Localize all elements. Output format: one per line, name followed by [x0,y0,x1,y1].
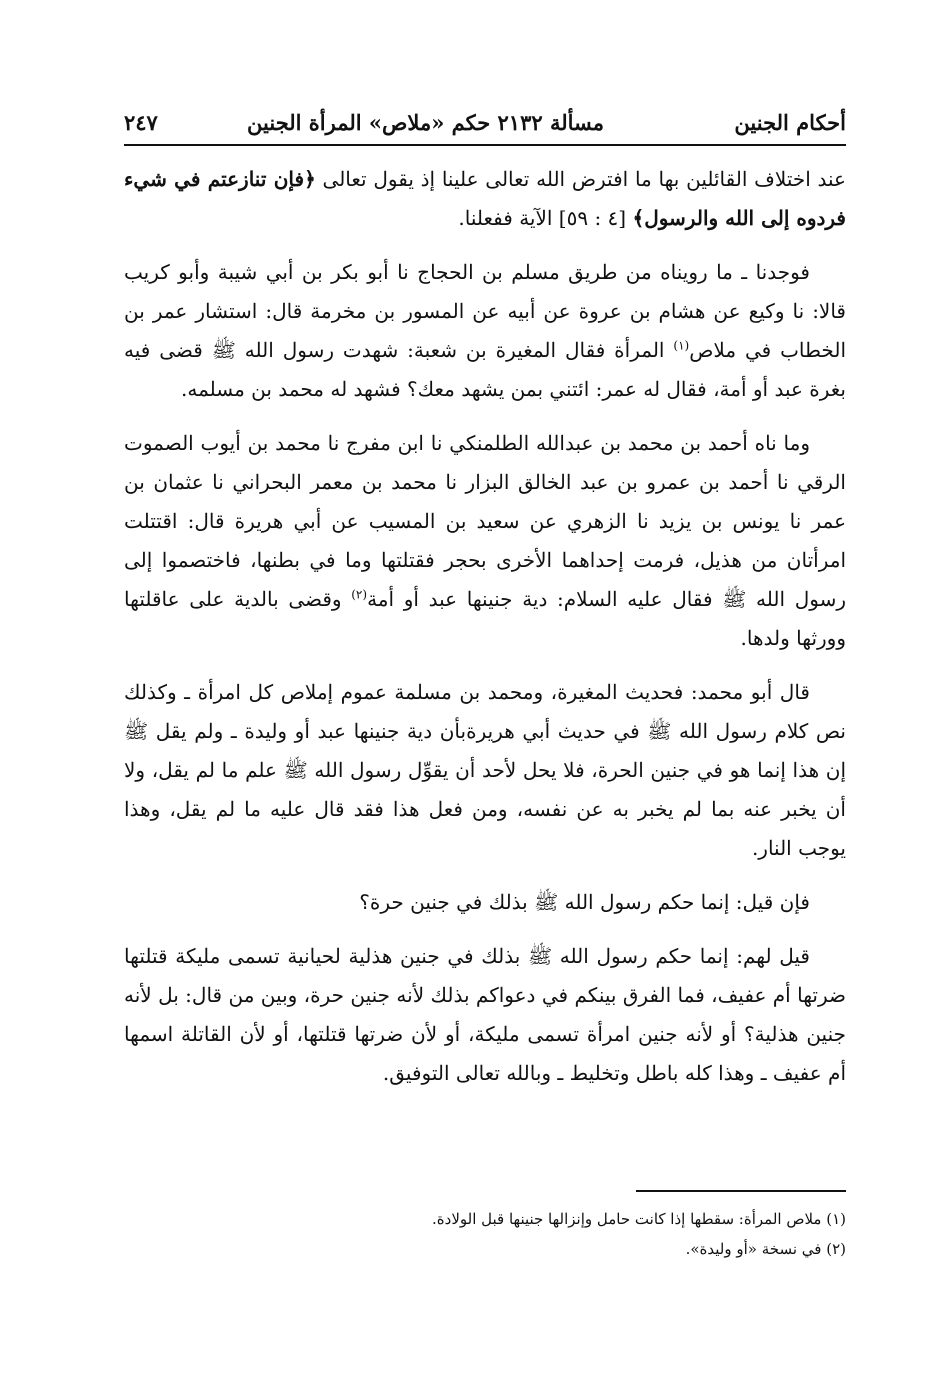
footnote-divider [636,1190,846,1192]
footnote-2: (٢) في نسخة «أو وليدة». [685,1240,846,1258]
footnote-1: (١) ملاص المرأة: سقطها إذا كانت حامل وإنزالها جنينها قبل الولادة. [432,1210,846,1228]
paragraph-3: وما ناه أحمد بن محمد بن عبدالله الطلمنكي نا ابن مفرج نا محمد بن أيوب الصموت الرقي نا أحمد بن عمرو بن عبد الخالق البزار نا محمد بن معمر البحراني نا عثمان بن عمر نا يونس بن يزيد نا الزهري عن سعيد بن المسيب عن أبي هريرة قال: اقتتلت امرأتان من هذيل، فرمت إحداهما الأخرى بحجر فقتلتها وما في بطنها، فاختصموا إلى رسول الله ﷺ فقال عليه السلام: دية جنينها عبد أو أمة$^{(٢)}$ وقضى بالدية على عاقلتها وورثها ولدها. [124,431,846,650]
paragraph-1: عند اختلاف القائلين بها ما افترض الله تعالى علينا إذ يقول تعالى ﴿فإن تنازعتم في شيء فردوه إلى الله والرسول﴾ [٤ : ٥٩] الآية ففعلنا. [124,167,846,230]
book-title: أحكام الجنين [734,110,846,135]
footnote-ref-2: (٢) [351,587,368,602]
paragraph-4: قال أبو محمد: فحديث المغيرة، ومحمد بن مسلمة عموم إملاص كل امرأة ـ وكذلك نص كلام رسول الله ﷺ في حديث أبي هريرةبأن دية جنينها عبد أو وليدة ـ ولم يقل ﷺ إن هذا إنما هو في جنين الحرة، فلا يحل لأحد أن يقوِّل رسول الله ﷺ علم ما لم يقل، ولا أن يخبر عنه بما لم يخبر به عن نفسه، ومن فعل هذا فقد قال عليه ما لم يقل، وهذا يوجب النار. [124,680,846,860]
paragraph-5: فإن قيل: إنما حكم رسول الله ﷺ بذلك في جنين حرة؟ [359,890,810,914]
paragraph-2: فوجدنا ـ ما رويناه من طريق مسلم بن الحجاج نا أبو بكر بن أبي شيبة وأبو كريب قالا: نا وكيع عن هشام بن عروة عن أبيه عن المسور بن مخرمة قال: استشار عمر بن الخطاب في ملاص$^{(١)}$ المرأة فقال المغيرة بن شعبة: شهدت رسول الله ﷺ قضى فيه بغرة عبد أو أمة، فقال له عمر: ائتني بمن يشهد معك؟ فشهد له محمد بن مسلمه. [124,260,846,401]
page-number: ٢٤٧ [124,110,158,135]
paragraph-6: قيل لهم: إنما حكم رسول الله ﷺ بذلك في جنين هذلية لحيانية تسمى مليكة قتلتها ضرتها أم عفيف، فما الفرق بينكم في دعواكم بذلك لأنه جنين حرة، وبين من قال: بل لأنه جنين هذلية؟ أو لأنه جنين امرأة تسمى مليكة، أو لأن ضرتها قتلتها، أو لأن القاتلة اسمها أم عفيف ـ وهذا كله باطل وتخليط ـ وبالله تعالى التوفيق. [124,944,846,1085]
main-text [124,160,846,1108]
issue-title: مسألة ٢١٣٢ حكم «ملاص» المرأة الجنين [247,110,604,135]
quran-quote: ﴿فإن تنازعتم في شيء فردوه إلى الله والرسول﴾ [124,167,846,230]
footnotes [124,1204,846,1264]
running-header [124,98,846,146]
footnote-ref-1: (١) [673,338,690,353]
